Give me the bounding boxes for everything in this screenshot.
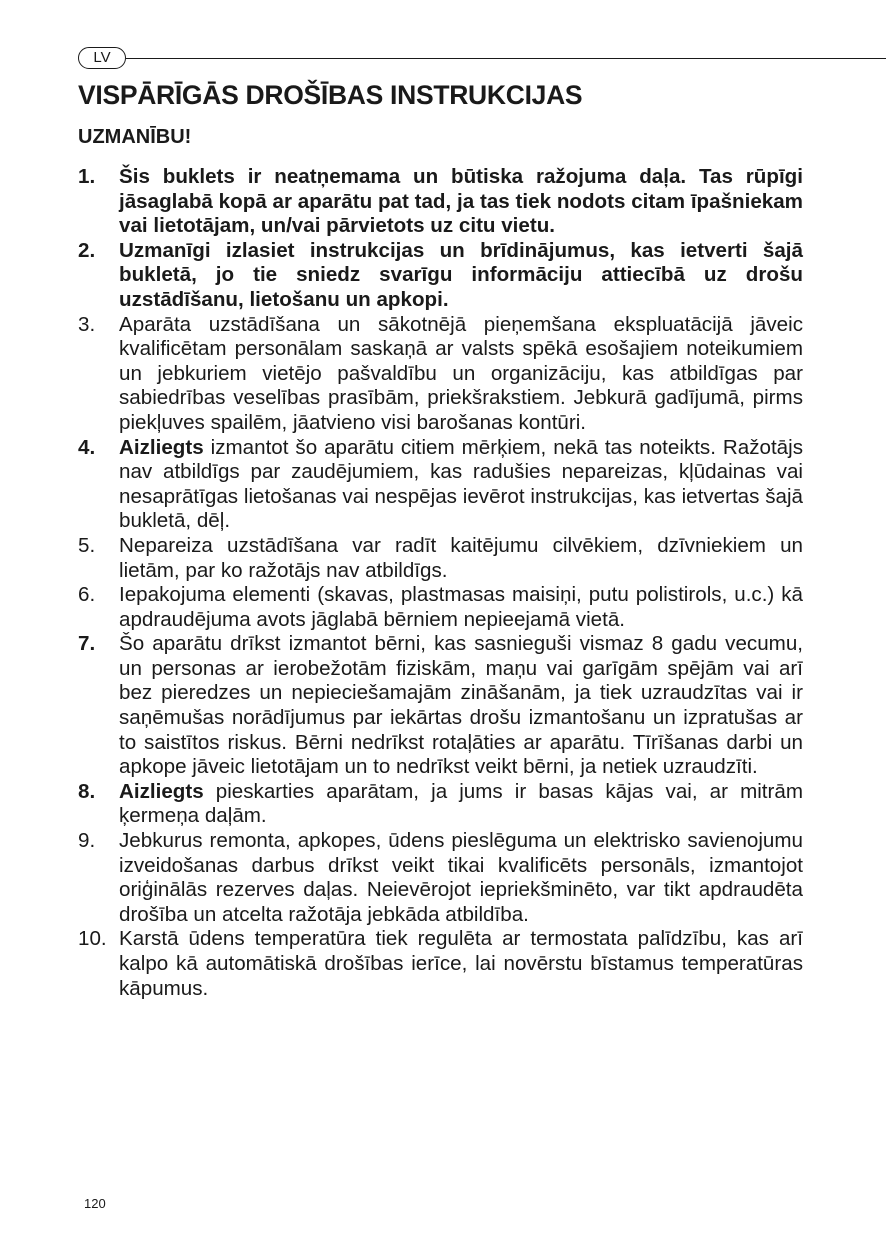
item-text: Iepakojuma elementi (skavas, plastmasas maisiņi, putu polistirols, u.c.) kā apdraudējuma avots jāglabā bērniem nepieejamā vietā. — [119, 583, 803, 631]
item-text: Šo aparātu drīkst izmantot bērni, kas sasnieguši vismaz 8 gadu vecumu, un personas ar ierobežotām fiziskām, maņu vai garīgām spējām vai arī bez pieredzes un nepieciešamajām zināšanām, ja tiek uzraudzītas vai ir saņēmušas norādījumus par iekārtas drošu izmantošanu un izpratušas ar to saistītos riskus. Bērni nedrīkst rotaļāties ar aparātu. Tīrīšanas darbi un apkope jāveic lietotājam un to nedrīkst veikt bērni, ja netiek uzraudzīti. — [119, 632, 803, 779]
item-number: 7. — [78, 632, 96, 656]
item-text: izmantot šo aparātu citiem mērķiem, nekā tas noteikts. Ražotājs nav atbildīgs par zaudējumiem, kas radušies nepareizas, kļūdainas vai nesaprātīgas lietošanas vai nespējas ievērot instrukcijas, kas ietvertas šajā bukletā, dēļ. — [119, 435, 803, 533]
list-item — [78, 927, 803, 1001]
list-item — [78, 829, 803, 927]
item-keyword: Aizliegts — [119, 779, 204, 803]
list-item — [78, 165, 803, 239]
item-text: Karstā ūdens temperatūra tiek regulēta ar termostata palīdzību, kas arī kalpo kā automātiskā drošības ierīce, lai novērstu bīstamus temperatūras kāpumus. — [119, 927, 803, 1000]
item-number: 3. — [78, 312, 96, 336]
item-number: 10. — [78, 927, 107, 951]
item-text: Nepareiza uzstādīšana var radīt kaitējumu cilvēkiem, dzīvniekiem un lietām, par ko ražotājs nav atbildīgs. — [119, 533, 803, 582]
page-title: VISPĀRĪGĀS DROŠĪBAS INSTRUKCIJAS — [78, 80, 583, 110]
item-text: Aparāta uzstādīšana un sākotnējā pieņemšana ekspluatācijā jāveic kvalificētam personālam saskaņā ar valsts spēkā esošajiem noteikumiem un jebkuriem vietējo pašvaldību un organizāciju, kas atbildīgas par sabiedrības veselības prasībām, priekšrakstiem. Jebkurā gadījumā, pirms piekļuves spailēm, jāatvieno visi barošanas kontūri. — [119, 312, 803, 434]
language-badge: LV — [78, 47, 126, 69]
item-number: 4. — [78, 435, 96, 459]
list-item — [78, 583, 803, 632]
page-number: 120 — [84, 1196, 106, 1211]
item-text: pieskarties aparātam, ja jums ir basas kājas vai, ar mitrām ķermeņa daļām. — [119, 779, 803, 828]
item-number: 5. — [78, 533, 96, 557]
header-rule — [126, 58, 886, 59]
list-item — [78, 313, 803, 436]
item-text: Uzmanīgi izlasiet instrukcijas un brīdinājumus, kas ietverti šajā bukletā, jo tie sniedz svarīgu informāciju attiecībā uz drošu uzstādīšanu, lietošanu un apkopi. — [119, 238, 803, 311]
item-number: 8. — [78, 779, 96, 803]
instruction-list — [78, 165, 803, 1001]
item-number: 2. — [78, 238, 96, 262]
list-item — [78, 534, 803, 583]
list-item — [78, 780, 803, 829]
item-number: 1. — [78, 165, 96, 188]
warning-heading: UZMANĪBU! — [78, 126, 192, 148]
item-number: 9. — [78, 829, 96, 853]
item-number: 6. — [78, 583, 96, 607]
list-item — [78, 632, 803, 780]
item-text: Šis buklets ir neatņemama un būtiska ražojuma daļa. Tas rūpīgi jāsaglabā kopā ar aparātu pat tad, ja tas tiek nodots citam īpašniekam vai lietotājam, un/vai pārvietots uz citu vietu. — [119, 165, 803, 238]
item-keyword: Aizliegts — [119, 435, 204, 459]
item-text: Jebkurus remonta, apkopes, ūdens pieslēguma un elektrisko savienojumu izveidošanas darbus drīkst veikt tikai kvalificēts personāls, izmantojot oriģinālās rezerves daļas. Neievērojot iepriekšminēto, var tikt apdraudēta drošība un atcelta ražotāja jebkāda atbildība. — [119, 829, 803, 926]
list-item — [78, 436, 803, 534]
list-item — [78, 239, 803, 313]
